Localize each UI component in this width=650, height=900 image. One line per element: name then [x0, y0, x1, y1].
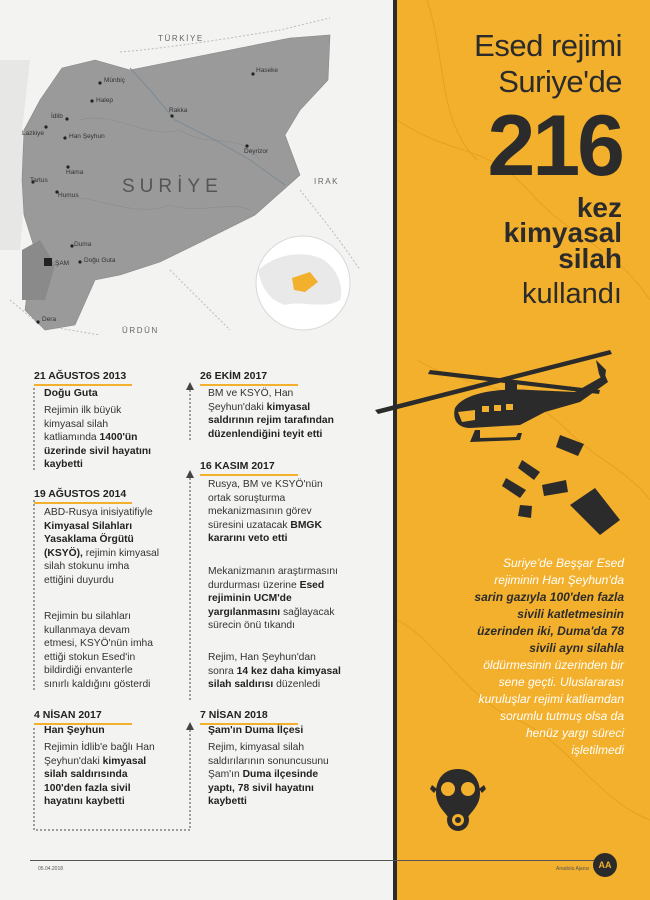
date-underline	[200, 384, 298, 386]
event-text: Rusya, BM ve KSYÖ'nün ortak soruşturma mekanizmasının görev süresini uzatacak BMGK kararını veto etti	[208, 479, 323, 545]
headline-line2: Suriye'de	[498, 64, 622, 99]
label-turkey: TÜRKİYE	[158, 34, 204, 43]
syria-map	[0, 0, 393, 345]
event-date: 16 KASIM 2017	[200, 460, 275, 472]
event-title: Doğu Guta	[44, 387, 98, 399]
event-text: Rejimin İdlib'e bağlı Han Şeyhun'daki kimyasal silah saldırısında 100'den fazla sivil hayatını kaybetti	[44, 742, 155, 808]
event-text: Rejimin ilk büyük kimyasal silah katliamında 1400'ün üzerinde sivil hayatını kaybetti	[44, 405, 152, 471]
footer-agency: Anadolu Ajansı	[556, 866, 590, 872]
city-munbic: Münbiç	[104, 77, 125, 84]
event-date: 7 NİSAN 2018	[200, 709, 268, 721]
date-underline	[34, 384, 132, 386]
city-deyrizor: Deyrizor	[244, 148, 269, 155]
headline-line4: kimyasal	[503, 217, 622, 248]
headline-number: 216	[487, 98, 622, 194]
event-date: 4 NİSAN 2017	[34, 709, 102, 721]
city-idlib: İdlib	[51, 113, 63, 120]
city-rakka: Rakka	[169, 107, 188, 114]
city-tartus: Tartus	[30, 177, 48, 184]
city-haseke: Haseke	[256, 67, 279, 74]
summary-text: Suriye'de Beşşar Esed rejiminin Han Şeyhun'da sarin gazıyla 100'den fazla sivili katletmesinin üzerinden iki, Duma'da 78 sivili aynı silahla öldürmesinin üzerinden bir sene geçti. Uluslararası kuruluşlar rejimi katliamdan sorumlu tutmuş olsa da henüz yargı süreci işletilmedi	[474, 556, 624, 757]
city-duma: Duma	[74, 241, 92, 248]
event-text: BM ve KSYÖ, Han Şeyhun'daki kimyasal saldırının rejim tarafından düzenlendiğini teyit etti	[208, 388, 334, 440]
aa-logo	[593, 853, 617, 877]
city-sam: ŞAM	[55, 260, 70, 267]
city-humus: Humus	[58, 192, 79, 199]
event-text: ABD-Rusya inisiyatifiyle Kimyasal Silahları Yasaklama Örgütü (KSYÖ), rejimin kimyasal silah stokunu imha ettiğini duyurdu	[44, 507, 160, 586]
city-hama: Hama	[66, 169, 84, 176]
city-halep: Halep	[96, 97, 113, 104]
aa-logo-text: AA	[598, 860, 612, 870]
helicopter-icon	[370, 330, 640, 550]
headline-line1: Esed rejimi	[474, 28, 622, 63]
gas-mask-icon	[428, 765, 488, 835]
city-han-seyhun: Han Şeyhun	[69, 133, 105, 140]
date-underline	[200, 474, 298, 476]
label-syria: SURİYE	[122, 176, 223, 197]
event-date: 19 AĞUSTOS 2014	[34, 488, 127, 500]
event-title: Şam'ın Duma İlçesi	[208, 724, 304, 736]
city-dogu-guta: Doğu Guta	[84, 257, 116, 264]
event-text: Rejim, Han Şeyhun'dan sonra 14 kez daha kimyasal silah saldırısı düzenledi	[208, 652, 341, 691]
footer-date: 05.04.2018	[38, 866, 64, 872]
headline-line6: kullandı	[522, 278, 622, 310]
headline-line5: silah	[558, 243, 622, 274]
label-jordan: ÜRDÜN	[122, 326, 159, 335]
event-date: 26 EKİM 2017	[200, 370, 268, 382]
footer-line	[30, 860, 610, 861]
event-date: 21 AĞUSTOS 2013	[34, 370, 127, 382]
event-text: Rejim, kimyasal silah saldırılarının sonuncusunu Şam'ın Duma ilçesinde yaptı, 78 sivil hayatını kaybetti	[208, 742, 329, 808]
event-text: Mekanizmanın araştırmasını durdurması üzerine Esed rejiminin UCM'de yargılanmasını sağlayacak sürecin önü tıkandı	[208, 566, 338, 632]
city-lazkiye: Lazkiye	[22, 130, 45, 137]
city-dera: Dera	[42, 316, 57, 323]
date-underline	[34, 502, 132, 504]
event-text: Rejimin bu silahları kullanmaya devam etmesi, KSYÖ'nün imha ettiği stokun Esed'in bildirdiği envanterle sınırlı kaldığını gösterdi	[44, 611, 153, 690]
label-iraq: IRAK	[314, 177, 340, 186]
event-title: Han Şeyhun	[44, 724, 105, 736]
headline-line3: kez	[576, 192, 622, 223]
